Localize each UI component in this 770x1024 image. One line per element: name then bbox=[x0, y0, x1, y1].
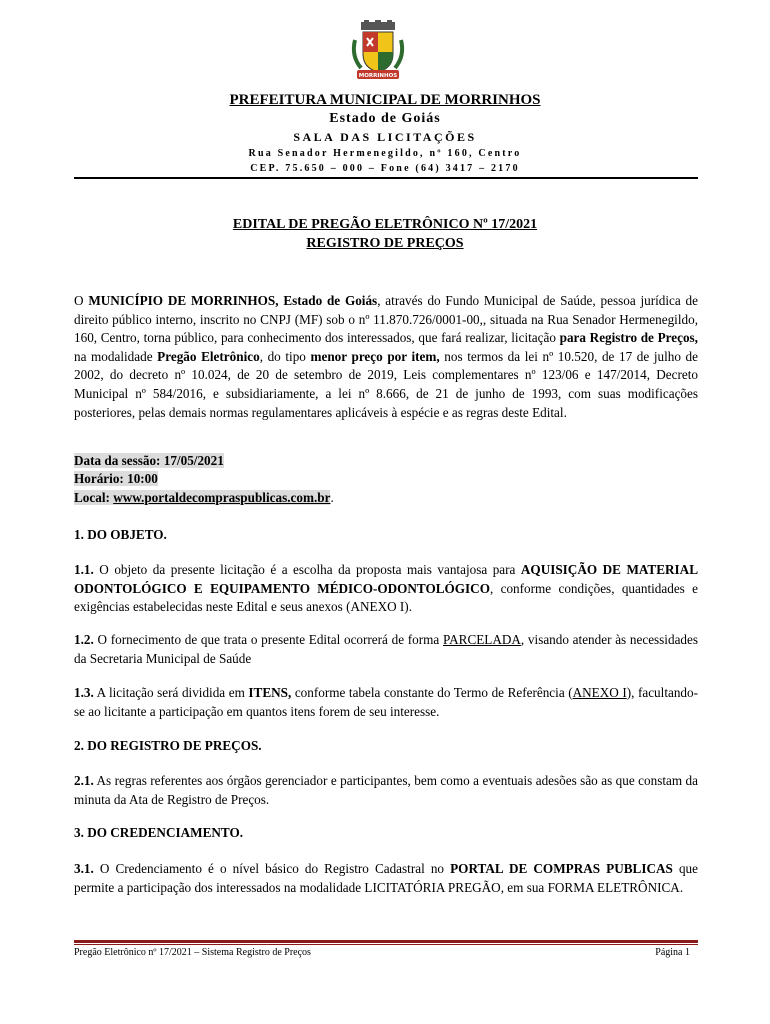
edital-title: EDITAL DE PREGÃO ELETRÔNICO Nº 17/2021 bbox=[232, 217, 538, 232]
prefeitura-heading: PREFEITURA MUNICIPAL DE MORRINHOS bbox=[229, 92, 541, 108]
footer-divider-thin bbox=[74, 944, 698, 945]
clause-2-1: 2.1. As regras referentes aos órgãos gerenciador e participantes, bem como a eventuais adesões são as que constam da minuta da Ata de Registro de Preços. bbox=[74, 773, 698, 807]
estado-heading: Estado de Goiás bbox=[329, 111, 441, 126]
sala-heading: SALA DAS LICITAÇÕES bbox=[293, 130, 477, 144]
section-heading-registro-precos: 2. DO REGISTRO DE PREÇOS. bbox=[74, 738, 262, 753]
crest-banner-text: MORRINHOS bbox=[358, 73, 398, 79]
clause-1-3: 1.3. A licitação será dividida em ITENS, conforme tabela constante do Termo de Referência (ANEXO I), facultando-se ao licitante a participação em quantos itens forem de seu interesse. bbox=[74, 685, 699, 719]
cep-phone-line: CEP. 75.650 – 000 – Fone (64) 3417 – 2170 bbox=[250, 163, 520, 174]
footer-divider bbox=[74, 940, 698, 943]
edital-subtitle: REGISTRO DE PREÇOS bbox=[306, 236, 464, 251]
portal-link[interactable]: www.portaldecompraspublicas.com.br bbox=[113, 489, 331, 505]
clause-1-2: 1.2. O fornecimento de que trata o presente Edital ocorrerá de forma PARCELADA, visando atender às necessidades da Secretaria Municipal de Saúde bbox=[74, 632, 699, 666]
session-date: Data da sessão: 17/05/2021 bbox=[74, 453, 224, 468]
session-info: Data da sessão: 17/05/2021 Horário: 10:00 Local: www.portaldecompraspublicas.com.br. bbox=[74, 453, 334, 505]
session-time: Horário: 10:00 bbox=[74, 471, 158, 487]
address-line: Rua Senador Hermenegildo, nº 160, Centro bbox=[248, 148, 522, 159]
clause-3-1: 3.1. O Credenciamento é o nível básico do Registro Cadastral no PORTAL DE COMPRAS PUBLICAS que permite a participação dos interessados na modalidade LICITATÓRIA PREGÃO, em sua FORMA ELETRÔNICA. bbox=[74, 861, 698, 895]
intro-paragraph: O MUNICÍPIO DE MORRINHOS, Estado de Goiás, através do Fundo Municipal de Saúde, pessoa jurídica de direito público interno, inscrito no CNPJ (MF) sob o nº 11.870.726/0001-00,, situada na Rua Senador Hermenegildo, 160, Centro, torna público, para conhecimento dos interessados, que fará realizar, licitação para Registro de Preços, na modalidade Pregão Eletrônico, do tipo menor preço por item, nos termos da lei nº 10.520, de 17 de julho de 2002, do decreto nº 10.024, de 20 de setembro de 2019, Leis complementares nº 123/06 e 147/2014, Decreto Municipal nº 584/2016, e subsidiariamente, a lei nº 8.666, de 21 de junho de 1993, com suas modificações posteriores, pelas demais normas regulamentares aplicáveis à espécie e as regras deste Edital. bbox=[74, 293, 699, 420]
section-heading-objeto: 1. DO OBJETO. bbox=[74, 527, 167, 542]
municipal-crest-icon bbox=[347, 20, 409, 82]
header-divider bbox=[74, 177, 698, 179]
footer-left-text: Pregão Eletrônico nº 17/2021 – Sistema Registro de Preços bbox=[74, 947, 311, 958]
section-heading-credenciamento: 3. DO CREDENCIAMENTO. bbox=[74, 825, 244, 840]
page-number: Página 1 bbox=[655, 947, 690, 958]
clause-1-1: 1.1. O objeto da presente licitação é a escolha da proposta mais vantajosa para AQUISIÇÃO DE MATERIAL ODONTOLÓGICO E EQUIPAMENTO MÉDICO-ODONTOLÓGICO, conforme condições, quantidades e exigências estabelecidas neste Edital e seus anexos (ANEXO I). bbox=[74, 562, 699, 615]
session-local-label: Local: bbox=[74, 489, 114, 505]
